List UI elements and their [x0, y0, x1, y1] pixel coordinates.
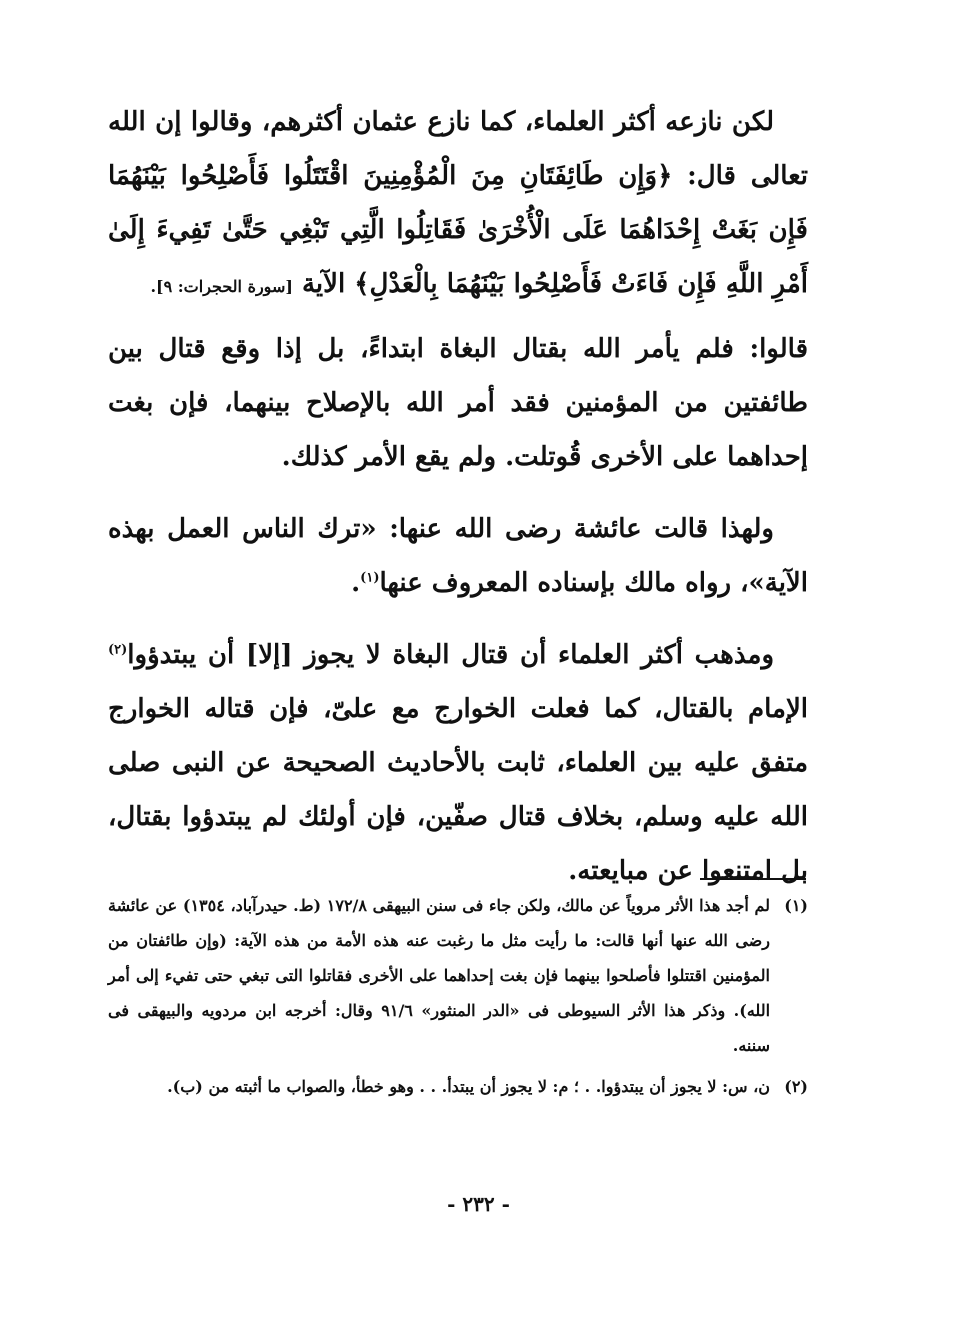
footnote-2-text: ن، س: لا يجوز أن يبتدؤوا. . ؛ م: لا يجوز أن يبتدأ. . . وهو خطأ، والصواب ما أثبته من (ب). [167, 1077, 770, 1096]
footnote-ref-2[interactable]: (٢) [108, 642, 128, 658]
footnotes [108, 888, 808, 1110]
page-number: - ٢٣٢ - [447, 1192, 510, 1216]
main-text [108, 95, 808, 898]
paragraph-4 [108, 628, 808, 898]
paragraph-3 [108, 502, 808, 610]
footnote-ref-1[interactable]: (١) [360, 570, 380, 586]
footnote-divider [700, 878, 806, 880]
footnote-2 [108, 1069, 808, 1104]
footnote-1 [108, 888, 808, 1063]
paragraph-1 [108, 95, 808, 314]
paragraph-1-text: لكن نازعه أكثر العلماء، كما نازع عثمان أكثرهم، وقالوا إن الله تعالى قال: ﴿وَإِن طَائِفَتَانِ مِنَ الْمُؤْمِنِينَ اقْتَتَلُوا فَأَصْلِحُوا بَيْنَهُمَا فَإِن بَغَتْ إِحْدَاهُمَا عَلَى الْأُخْرَىٰ فَقَاتِلُوا الَّتِي تَبْغِي حَتَّىٰ تَفِيءَ إِلَىٰ أَمْرِ اللَّهِ فَإِن فَاءَتْ فَأَصْلِحُوا بَيْنَهُمَا بِالْعَدْلِ﴾ الآية [108, 107, 808, 299]
footnote-1-text: لم أجد هذا الأثر مروياً عن مالك، ولكن جاء فى سنن البيهقى ١٧٢/٨ (ط. حيدرآباد، ١٣٥٤) عن عائشة رضى الله عنها أنها قالت: ما رأيت مثل ما رغبت عنه هذه الأمة من هذه الآية: (وإن طائفتان من المؤمنين اقتتلوا فأصلحوا بينهما فإن بغت إحداهما على الأخرى فقاتلوا التى تبغي حتى تفيء إلى أمر الله). وذكر هذا الأثر السيوطى فى «الدر المنثور» ٩١/٦ وقال: أخرجه ابن مردويه والبيهقى فى سننه. [108, 896, 771, 1055]
footnote-2-number: (٢) [784, 1077, 808, 1096]
quran-citation: [سورة الحجرات: ٩]. [150, 277, 293, 296]
paragraph-4-text-b: الإمام بالقتال، كما فعلت الخوارج مع علىّ، فإن قتاله الخوارج متفق عليه بين العلماء، ثابت بالأحاديث الصحيحة عن النبى صلى الله عليه وسلم، بخلاف قتال صفّين، فإن أولئك لم يبتدؤوا بقتال، بل امتنعوا عن مبايعته. [108, 694, 808, 886]
paragraph-2: قالوا: فلم يأمر الله بقتال البغاة ابتداءً، بل إذا وقع قتال بين طائفتين من المؤمنين فقد أمر الله بالإصلاح بينهما، فإن بغت إحداهما على الأخرى قُوتلت. ولم يقع الأمر كذلك. [108, 334, 808, 472]
paragraph-3-text-a: ولهذا قالت عائشة رضى الله عنها: «ترك الناس العمل بهذه الآية»، رواه مالك بإسناده المعروف عنها [108, 514, 808, 598]
paragraph-4-text-a: ومذهب أكثر العلماء أن قتال البغاة لا يجوز [إلا] أن يبتدؤوا [127, 640, 774, 670]
paragraph-3-text-b: . [351, 568, 361, 598]
footnote-1-number: (١) [784, 896, 808, 915]
